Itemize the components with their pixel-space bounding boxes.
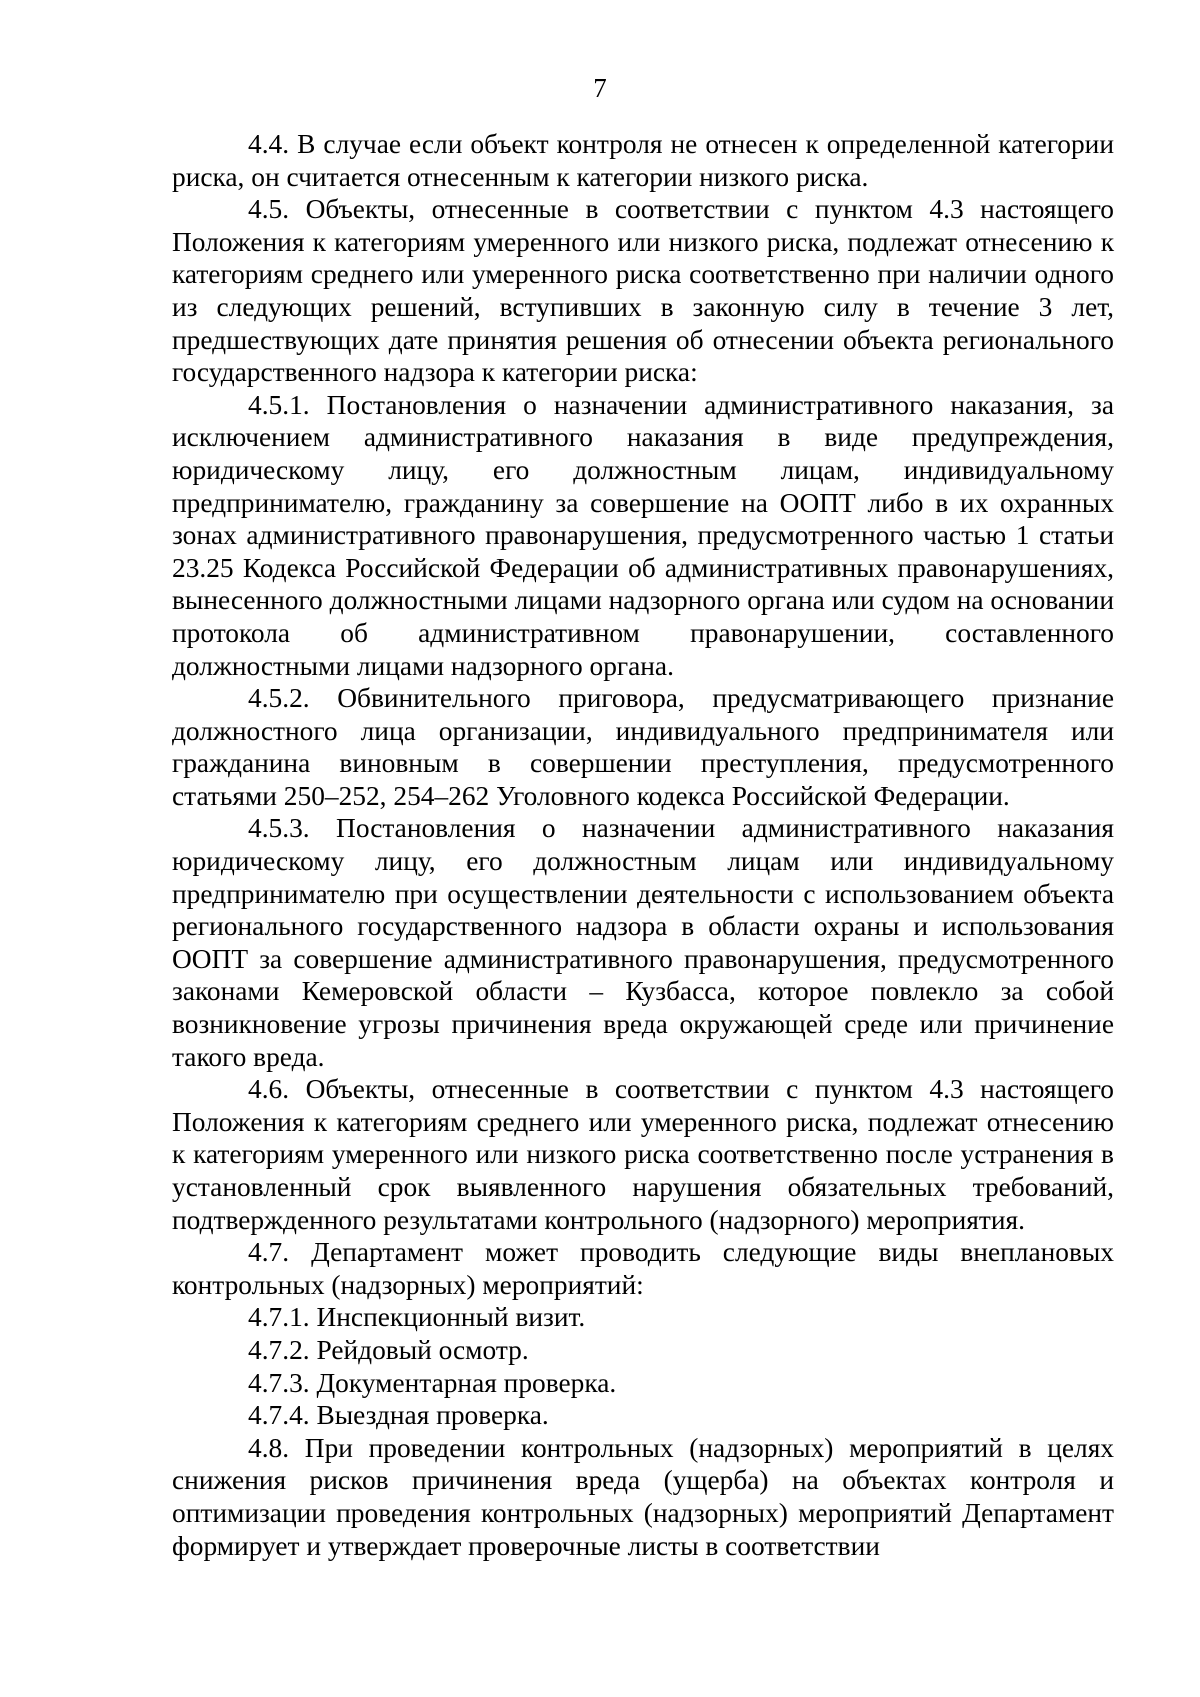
page-number: 7 — [593, 73, 607, 103]
paragraph-4-5-1: 4.5.1. Постановления о назначении административного наказания, за исключением административного наказания в виде предупреждения, юридическому лицу, его должностным лицам, индивидуальному предпринимателю, гражданину за совершение на ООПТ либо в их охранных зонах административного правонарушения, предусмотренного частью 1 статьи 23.25 Кодекса Российской Федерации об административных правонарушениях, вынесенного должностными лицами надзорного органа или судом на основании протокола об административном правонарушении, составленного должностными лицами надзорного органа. — [172, 389, 1114, 681]
paragraph-4-5-2: 4.5.2. Обвинительного приговора, предусматривающего признание должностного лица организации, индивидуального предпринимателя или гражданина виновным в совершении преступления, предусмотренного статьями 250–252, 254–262 Уголовного кодекса Российской Федерации. — [172, 683, 1114, 811]
paragraph-4-5: 4.5. Объекты, отнесенные в соответствии с пунктом 4.3 настоящего Положения к категориям умеренного или низкого риска, подлежат отнесению к категориям среднего или умеренного риска соответственно при наличии одного из следующих решений, вступивших в законную силу в течение 3 лет, предшествующих дате принятия решения об отнесении объекта регионального государственного надзора к категории риска: — [172, 194, 1114, 388]
paragraph-4-5-3: 4.5.3. Постановления о назначении административного наказания юридическому лицу, его должностным лицам или индивидуальному предпринимателю при осуществлении деятельности с использованием объекта регионального государственного надзора в области охраны и использования ООПТ за совершение административного правонарушения, предусмотренного законами Кемеровской области – Кузбасса, которое повлекло за собой возникновение угрозы причинения вреда окружающей среде или причинение такого вреда. — [172, 813, 1114, 1072]
paragraph-4-7-4: 4.7.4. Выездная проверка. — [248, 1400, 549, 1431]
paragraph-4-7-3: 4.7.3. Документарная проверка. — [248, 1367, 617, 1398]
paragraph-4-6: 4.6. Объекты, отнесенные в соответствии с пунктом 4.3 настоящего Положения к категориям среднего или умеренного риска, подлежат отнесению к категориям умеренного или низкого риска соответственно после устранения в установленный срок выявленного нарушения обязательных требований, подтвержденного результатами контрольного (надзорного) мероприятия. — [172, 1074, 1114, 1235]
document-body — [172, 128, 1114, 1562]
paragraph-4-7: 4.7. Департамент может проводить следующие виды внеплановых контрольных (надзорных) мероприятий: — [172, 1237, 1114, 1300]
paragraph-4-8: 4.8. При проведении контрольных (надзорных) мероприятий в целях снижения рисков причинения вреда (ущерба) на объектах контроля и оптимизации проведения контрольных (надзорных) мероприятий Департамент формирует и утверждает проверочные листы в соответствии — [172, 1432, 1114, 1561]
paragraph-4-7-2: 4.7.2. Рейдовый осмотр. — [248, 1334, 529, 1365]
paragraph-4-7-1: 4.7.1. Инспекционный визит. — [248, 1302, 586, 1333]
paragraph-4-4: 4.4. В случае если объект контроля не отнесен к определенной категории риска, он считается отнесенным к категории низкого риска. — [172, 129, 1114, 192]
